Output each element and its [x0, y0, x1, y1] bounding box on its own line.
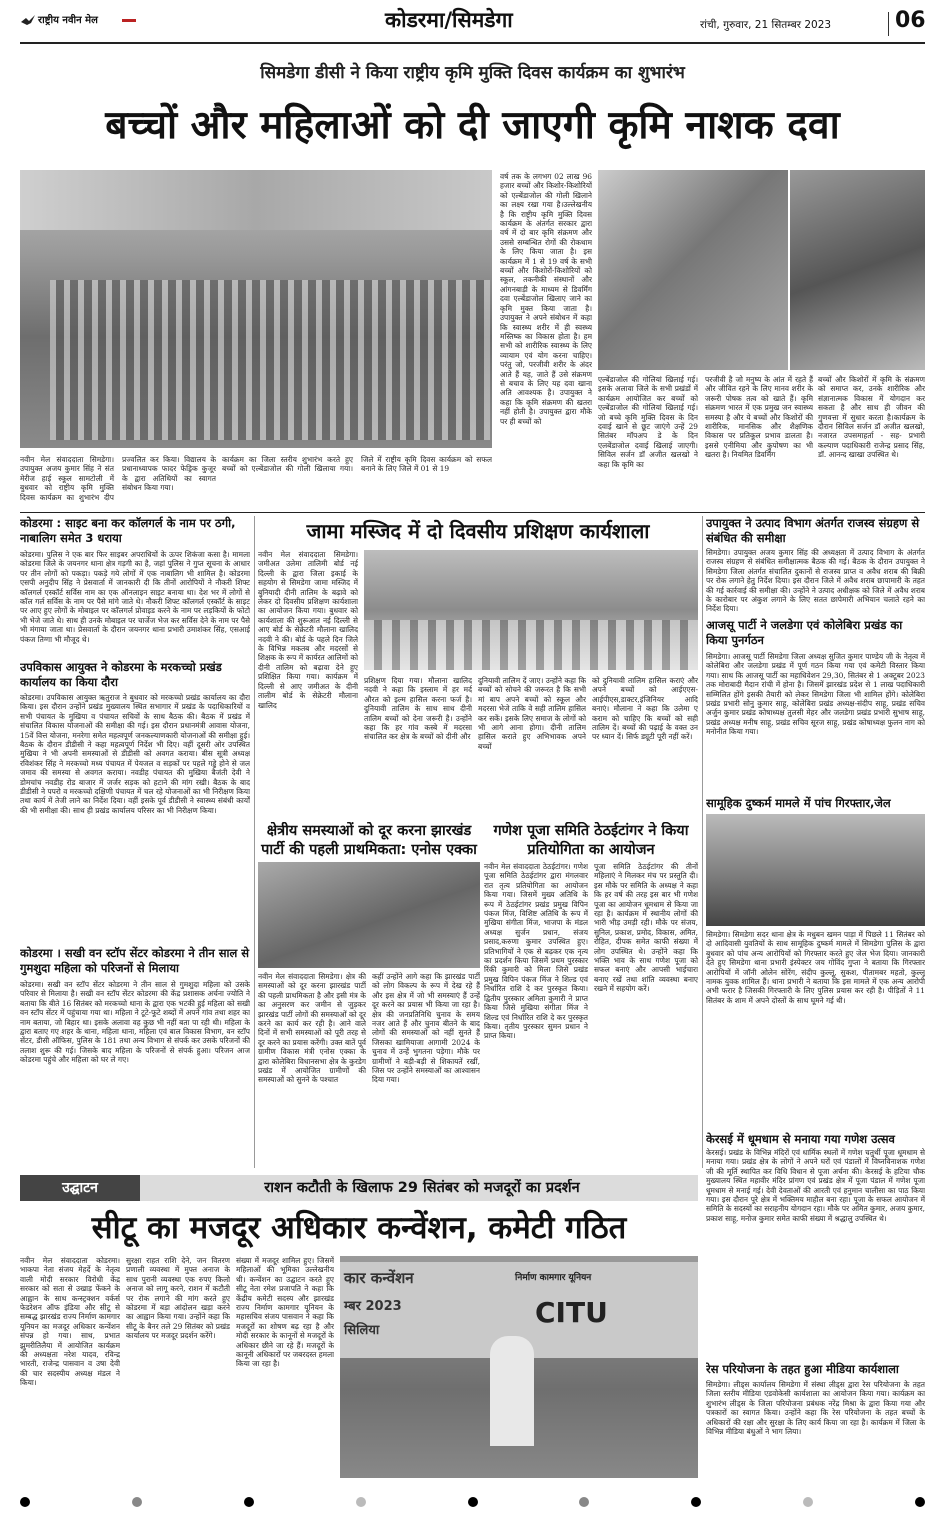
- lead-col2-text: कार्यक्रम का जिला स्तरीय शुभारंभ करते हुए बच्चों को एल्बेंडाजोल की गोली खिलाया गया। जिले में राष्ट्रीय कृमि दिवस कार्यक्रम को सफल बनाने के लिए जिले में 01 से 19: [222, 455, 492, 474]
- jkp-headline: क्षेत्रीय समस्याओं को दूर करना झारखंड पार्टी की पहली प्राथमिकता: एनोस एक्का: [261, 823, 477, 858]
- reg-dot: [20, 1497, 30, 1507]
- lead-col4: एल्बेंडाजोल की गोलियां खिलाई गई।इसके अलावा जिले के सभी प्रखंडों में कार्यक्रम आयोजित कर बच्चों को एल्बेंडाजोल की गोलियां खिलाई गई। जो बच्चे कृमि मुक्ति दिवस के दिन दवाई खाने से छूट जाएंगे उन्हें 29 सितंबर मॉपअप डे के दिन एलबेंडाजोल दवाई खिलाई जाएगी।सिविल सर्जन डॉ अजीत खलखो ने कहा कि कृमि का: [598, 375, 698, 469]
- rajasv-body: सिमडेगा। उपायुक्त अजय कुमार सिंह की अध्यक्षता में उत्पाद विभाग के अंतर्गत राजस्व संग्रहण से संबंधित समीक्षात्मक बैठक की गई। बैठक के दौरान उपायुक्त ने सिमडेगा जिला अंतर्गत संचालित दुकानों से राजस्व प्राप्त व अवैध शराब की बिक्री पर रोक लगाने हेतु निर्देश दिया। इस दौरान जिले में अवैध शराब छापामारी के तहत की गई कार्रवाई की समीक्षा की। उन्होंने ने उत्पाद अधीक्षक को जिले में अवैध शराब के कारोबार पर अंकुश लगाने के लिए सतत छापेमारी अभियान चलाते रहने का निर्देश दिया।: [706, 548, 925, 614]
- citu-banner-text-5: सिलिया: [344, 1323, 380, 1338]
- rajasv-headline: उपायुक्त ने उत्पाद विभाग अंतर्गत राजस्व संग्रहण से संबंधित की समीक्षा: [706, 516, 920, 545]
- reg-dot: [244, 1497, 254, 1507]
- aajsu-headline: आजसू पार्टी ने जलडेगा एवं कोलेबिरा प्रखंड का किया पुनर्गठन: [706, 618, 903, 647]
- citu-banner-text-3: CITU: [535, 1296, 608, 1329]
- lead-col2: [222, 455, 492, 507]
- bottom-col3: संख्या में मजदूर शामिल हुए। जिसमें महिलाओं की भूमिका उल्लेखनीय थी। कन्वेंशन का उद्घाटन करते हुए सीटू नेता रमेश प्रजापति ने कहा कि केंद्रीय कमेटी सदस्य और झारखंड राज्य निर्माण कामगार यूनियन के महासचिव संजय पासवान ने कहा कि मजदूरों का शोषण बढ़ रहा है और मोदी सरकार के कानूनों से मजदूरों के अधिकार छीने जा रहे हैं। मजदूरों के कानूनी अधिकारों पर जबरदस्त हमला किया जा रहा है।: [236, 1256, 334, 1369]
- saibar-body: कोडरमा। पुलिस ने एक बार फिर साइबर अपराधियों के ऊपर शिकंजा कसा है। मामला कोडरमा जिले के जयनगर थाना क्षेत्र गड़गी का है, जहां पुलिस ने गुप्त सूचना के आधार पर तीन लोगों को पकड़ा। पकड़े गये लोगों में एक नाबालिग भी शामिल है। कोडरमा एसपी अनुदीप सिंह ने प्रेसवार्ता में जानकारी दी कि तीनों आरोपियों ने नौकरी शिफ्ट कॉलगर्ल एस्कॉर्ट सर्विस नाम का एक ऑनलाइन साइट बनाया था। देश भर में लोगों से कॉल गर्ल सर्विस के नाम पर पैसे मांगे जाते थे। नौकरी शिफ्ट कॉलगर्ल एस्कॉर्ट के साइट पर आए हुए लोगों के मोबाइल पर कॉलगर्ल प्रोवाइड करने के नाम पर लड़कियों के फोटो भी भेजे जाते थे। साथ ही उनके मोबाइल पर चार्जेज भेज कर सर्विस देने के नाम पर पैसे भी मंगाया जाता था। प्रेसवार्ता के दौरान जयनगर थाना प्रभारी उमाशंकर सिंह, एसआई पंकज तिग्गा भी मौजूद थे।: [20, 550, 250, 644]
- citu-banner-text-1: कार कन्वेंशन: [344, 1269, 414, 1287]
- lead-col6: बच्चों और किशोरों में कृमि के संक्रमण को समाप्त कर, उनके शारीरिक और संज्ञानात्मक विकास में योगदान कर सकता है और साथ ही जीवन की गुणवत्ता में सुधार करता है।कार्यक्रम के दौरान सिविल सर्जन डॉ अजीत खलखो, नजारत उपसमाहर्ता - सह- प्रभारी कल्याण पदाधिकारी राजेन्द्र प्रसाद सिंह, डॉ. आनन्द खाखा उपस्थित थे।: [818, 375, 925, 460]
- citu-banner-text-4: म्बर 2023: [344, 1299, 402, 1314]
- bottom-tag: [20, 1175, 140, 1201]
- dateline: रांची, गुरुवार, 21 सितम्बर 2023: [700, 19, 832, 31]
- upvikas-headline: उपविकास आयुक्त ने कोडरमा के मरकच्चो प्रखंड कार्यालय का किया दौरा: [20, 660, 222, 689]
- jama-col1: नवीन मेल संवाददाता सिमडेगा। जमीअत उलेमा तालिमी बोर्ड नई दिल्ली के द्वारा जिला इकाई के सहयोग से सिमडेगा जामा मस्जिद में बुनियादी दीनी तालिम के बढ़ावे को लेकर दो दिवसीय प्रशिक्षण कार्यशाला का आयोजन किया गया। बुधवार को कार्यशाला की शुरूआत नई दिल्ली से आए बोर्ड के सेक्रेटरी मौलाना खालिद नदवी ने की। बोर्ड के पहले दिन जिले के विभिन्न मकतब और मदरसों से शिक्षक के रूप में कार्यरत आलिमों को दीनी तालिम को बढ़ावा देने हुए प्रशिक्षित किया गया। कार्यक्रम में दिल्ली से आए जमीअत के दीनी तालीम बोर्ड के सेक्रेटरी मौलाना खालिद: [258, 550, 358, 710]
- registration-bar: [20, 1496, 925, 1508]
- masthead-rule: [20, 42, 925, 44]
- reg-dot: [803, 1497, 813, 1507]
- aajsu-body: सिमडेगा। आजसू पार्टी सिमडेगा जिला अध्यक्ष सुजित कुमार पाण्डेय जी के नेतृत्व में कोलेबिरा और जलडेगा प्रखंड में पूर्ण गठन किया गया एवं कमेटी विस्तार किया गया। साथ कि आजसू पार्टी का महाधिवेशन 29,30, सितंबर से 1 अक्टूबर 2023 तक मोराबादी मैदान रांची में होना है। जिसमें झारखंड प्रदेश से 1 लाख पदाधिकारी सम्मिलित होंगे इसकी तैयारी को लेकर सिमडेगा जिला भी शामिल होंगे। कोलेबिरा प्रखंड प्रभारी सोनु कुमार साहू, कोलेबिरा प्रखंड अध्यक्ष-संदीप साहू, प्रखंड सचिव अर्जुन कुमार प्रखंड कोषाध्यक्ष तुलसी मेहर और जलडेगा प्रखंड प्रभारी सुभाष साहू, प्रखंड अध्यक्ष मनीष साहू, प्रखंड सचिव सूरज साहू, प्रखंड कोषाध्यक्ष फुलन नाग को मनोनीत किया गया।: [706, 652, 925, 737]
- lead-col3: वर्ष तक के लगभग 02 लाख 96 हजार बच्चों और किशोर-किशोरियों को एल्बेंडाजोल की गोली खिलाने का लक्ष्य रखा गया है।उल्लेखनीय है कि राष्ट्रीय कृमि मुक्ति दिवस कार्यक्रम के अंतर्गत सरकार द्वारा वर्ष में दो बार कृमि संक्रमण और उससे सम्बन्धित रोगों की रोकथाम के लिए किया जाता है। इस कार्यक्रम में 1 से 19 वर्ष के सभी बच्चों और किशोरों-किशोरियों को स्कूल, तकनीकी संस्थानों और आंगनबाड़ी के माध्यम से डिवर्मिंग दवा एल्बेंडाजोल खिलाए जाने का कृमि मुक्त किया जाता है। उपायुक्त ने अपने संबोधन में कहा कि स्वास्थ्य शरीर में ही स्वस्थ्य मस्तिष्क का विकास होता है। हम सभी को शारीरिक स्वास्थ्य के लिए व्यायाम एवं योग करना चाहिए। परंतु जो, परजीवी शरीर के अंदर आते हैं यह, जाते हैं उसे संक्रमण से बचाव के लिए यह दवा खाना अति आवश्यक है। उपायुक्त ने कहा कि कृमि संक्रमण की खतरा नहीं होती है। उपायुक्त द्वारा मौके पर ही बच्चों को: [500, 172, 592, 426]
- citu-photo: [340, 1256, 698, 1478]
- kerasai-headline: केरसई में धूमधाम से मनाया गया गणेश उत्सव: [706, 1132, 895, 1146]
- jkp-col2: कहीं उन्होंने आगे कहा कि झारखंड पार्टी को लोग विकल्प के रूप में देख रहे हैं और इस क्षेत्र में जो भी समस्याएं हैं उन्हें दूर करने का प्रयास भी किया जा रहा है। क्षेत्र की जनप्रतिनिधि चुनाव के समय नजर आते हैं और चुनाव बीतने के बाद लोगों की समस्याओं को नहीं सुनते हैं जिसका खामियाजा आगामी 2024 के चुनाव में उन्हें भुगतना पड़ेगा। मौके पर ग्रामीणों ने बड़ी-बड़ी से शिकायतें रखीं, जिस पर उन्होंने समस्याओं का आश्वासन दिया गया।: [372, 972, 480, 1085]
- lead-photo-girl: [598, 170, 788, 370]
- kerasai-body: केरसई। प्रखंड के विभिन्न मंदिरों एवं धार्मिक स्थलों में गणेश चतुर्थी पूजा धूमधाम से मनाया गया। प्रखंड क्षेत्र के लोगों ने अपने घरों एवं पंडालों में विघ्नविनाशक गणेश जी की मूर्ति स्थापित कर विधि विधान से पूजा अर्चना की। केरसई के हटिया चौक मुख्यालय स्थित महावीर मंदिर प्रांगण एवं प्रखंड क्षेत्र में पूजा पंडाल में गणेश पूजा धूमधाम से मनाई गई। देवी देवताओं की आरती एवं हनुमान चालीसा का पाठ किया गया। इस दौरान पूरे क्षेत्र में भक्तिमय माहौल बना रहा। पूजा के सफल आयोजन में समिति के सदस्यों का सराहनीय योगदान रहा। मौके पर अमित कुमार, अजय कुमार, प्रकाश साहू, मनोज कुमार समेत काफी संख्या में श्रद्धालु उपस्थित थे।: [706, 1148, 925, 1223]
- lead-photo-students: [20, 170, 492, 448]
- reg-dot: [468, 1497, 478, 1507]
- sakhi-headline: कोडरमा । सखी वन स्टॉप सेंटर कोडरमा ने तीन साल से गुमशुदा महिला को परिजनों से मिलाया: [20, 946, 250, 975]
- saibar-headline: कोडरमा : साइट बना कर कॉलगर्ल के नाम पर ठगी, नाबालिग समेत 3 धराया: [20, 516, 236, 545]
- speaker-figure: [490, 1336, 534, 1446]
- bottom-headline: सीटू का मजदूर अधिकार कन्वेंशन, कमेटी गठित: [91, 1210, 627, 1246]
- ganesh-col2: पूजा समिति ठेठईटांगर की तीनों महिलाएं ने मिलकर मंच पर प्रस्तुति दी। इस मौके पर समिति के अध्यक्ष ने कहा कि हर वर्ष की तरह इस बार भी गणेश पूजा का आयोजन धूमधाम से किया जा रहा है। कार्यक्रम में स्थानीय लोगों की भारी भीड़ उमड़ी रही। मौके पर संजय, सुनिल, प्रकाश, प्रमोद, विकास, अमित, रोहित, दीपक समेत काफी संख्या में लोग उपस्थित थे। उन्होंने कहा कि भक्ति भाव के साथ गणेश पूजा को सफल बनाएं और आपसी भाईचारा बनाए रखें तथा शांति व्यवस्था बनाए रखने में सहयोग करें।: [594, 862, 698, 994]
- logo: राष्ट्रीय नवीन मेल: [38, 15, 98, 26]
- jkp-photo: [258, 862, 480, 968]
- media-body: सिमडेगा। लीड्स कार्यालय सिमडेगा में संस्था लीड्स द्वारा रेस परियोजना के तहत जिला स्तरीय मीडिया एडवोकेसी कार्यशाला का आयोजन किया गया। कार्यक्रम का शुभारंभ लीड्स के जिला परियोजना प्रबंधक नरेंद्र मिश्रा के द्वारा किया गया और पत्रकारों का स्वागत किया। उन्होंने कहा कि रेस परियोजना के तहत बच्चों के अधिकारों की रक्षा और सुरक्षा के लिए कार्य किया जा रहा है। कार्यक्रम में जिला के विभिन्न मीडिया बंधुओं ने भाग लिया।: [706, 1380, 925, 1437]
- bottom-tag-text: उद्घाटन: [62, 1180, 98, 1196]
- reg-dot: [356, 1497, 366, 1507]
- lead-photo-officials: [790, 170, 925, 370]
- upvikas-body: कोडरमा। उपविकास आयुक्त ऋतुराज ने बुधवार को मरकच्चो प्रखंड कार्यालय का दौरा किया। इस दौरान उन्होंने प्रखंड मुख्यालय स्थित सभागार में प्रखंड के पदाधिकारियों व सभी पंचायत के मुखिया व पंचायत सचिवों के साथ बैठक की। बैठक में प्रखंड में संचालित विकास योजनाओं की समीक्षा की गई। इस दौरान प्रधानमंत्री आवास योजना, 15वें वित्त योजना, मनरेगा समेत महत्वपूर्ण जनकल्याणकारी योजनाओं की समीक्षा हुई। बैठक के दौरान डीडीसी ने कहा महत्वपूर्ण निर्देश भी दिए। वहीं दूसरी ओर उपस्थित मुखिया ने भी अपनी समस्याओं से डीडीसी को अवगत कराया। बीस सूत्री अध्यक्ष रविशंकर सिंह ने मरकच्चो मध्य पंचायत में पेयजल व सड़कों पर पहले गड्ढे होने से जल जमाव की समस्या से अवगत कराया। नवडीह पंचायत की मुखिया बैजंती देवी ने डोमचांच नवडीह रोड बाजार में जर्जर सड़क को हटाने की मांग रखी। बैठक के बाद डीडीसी ने पपरो व मरकच्चो दक्षिणी पंचायत में चल रहे योजनाओं का भी निरीक्षण किया तथा कार्य में तेजी लाने का निर्देश दिया। वहीं इसके पूर्व डीडीसी ने स्वास्थ्य संबंधी कार्यों की भी समीक्षा की। साथ ही प्रखंड कार्यालय परिसर का भी निरीक्षण किया।: [20, 693, 250, 815]
- rape-headline: सामूहिक दुष्कर्म मामले में पांच गिरफ्तार,जेल: [706, 796, 891, 810]
- logo-bird-icon: [20, 11, 36, 23]
- lead-col1: नवीन मेल संवाददाता सिमडेगा। उपायुक्त अजय कुमार सिंह ने संत मेरीज हाई स्कूल सामटोली में बुधवार को राष्ट्रीय कृमि मुक्ति दिवस कार्यक्रम का शुभारंभ दीप प्रज्वलित कर किया। विद्यालय के प्रधानाध्यापक फादर फेड्रिक कुजूर के द्वारा अतिथियों का स्वागत संबोधन किया गया।: [20, 455, 216, 502]
- citu-banner-text-2: निर्माण कामगार यूनियन: [515, 1273, 592, 1283]
- pencil-icon: [122, 19, 136, 22]
- jama-photo: [364, 550, 698, 670]
- jama-headline: जामा मस्जिद में दो दिवसीय प्रशिक्षण कार्यशाला: [306, 519, 650, 543]
- ganesh-col1: नवीन मेल संवाददाता ठेठईटांगर। गणेश पूजा समिति ठेठईटांगर द्वारा मंगलवार रात तृत्य प्रतियोगिता का आयोजन किया गया। जिसमें मुख्य अतिथि के रूप में ठेठईटांगर प्रखंड प्रमुख विपिन पंकज मिंज, विशिष्ट अतिथि के रूप में मुखिया संगीता मिंज, भाजपा के मंडल अध्यक्ष सुर्जन प्रधान, संजय प्रसाद,करुणा कुमार उपस्थित हुए। प्रतिभागियों ने एक से बढ़कर एक नृत्य का प्रदर्शन किया जिसमें प्रथम पुरस्कार रिंकी कुमारी को मिला जिसे प्रखंड प्रमुख विपिन पंकज मिंज ने शिल्ड एवं निर्धारित राशि दे कर पुरस्कृत किया। द्वितीय पुरस्कार अमिता कुमारी ने प्राप्त किया जिसे मुखिया संगीता मिंज ने शिल्ड एवं निर्धारित राशि दे कर पुरस्कृत किया। तृतीय पुरस्कार सुमन प्रधान ने प्राप्त किया।: [484, 862, 588, 1041]
- jama-col4: को दुनियावी तालिम हासिल कराएं और अपने बच्चों को आईएएस-आईपीएस,डाक्टर,इंजिनियर आदि बनाएं। मौलाना ने कहा कि उलेमा ए कराम को चाहिए कि बच्चों को सही तालिम दें। बच्चों की पढ़ाई के वक्त उन पर ध्यान दें। सिर्फ ड्यूटी पूरी नहीं करें।: [592, 676, 698, 742]
- rape-photo-accused: [706, 814, 925, 926]
- section-title: कोडरमा/सिमडेगा: [385, 8, 513, 32]
- lead-headline: बच्चों और महिलाओं को दी जाएगी कृमि नाशक दवा: [105, 103, 840, 148]
- masthead: [0, 0, 945, 44]
- reg-dot: [579, 1497, 589, 1507]
- bottom-col2: सुरक्षा राहत राशि देने, जन वितरण प्रणाली व्यवस्था में मुफ्त अनाज के साथ पुरानी व्यवस्था एक रुपए किलो अनाज को लागू करने, राशन में कटौती पर रोक लगाने की मांग करते हुए कोडरमा में बड़ा आंदोलन खड़ा करने का आह्वान किया गया। उन्होंने कहा कि सीटू के बैनर तले 29 सितंबर को प्रखंड कार्यालय पर मजदूर प्रदर्शन करेंगे।: [126, 1256, 230, 1341]
- media-headline: रेस परियोजना के तहत हुआ मीडिया कार्यशाला: [706, 1362, 899, 1376]
- reg-dot: [132, 1497, 142, 1507]
- bottom-col1: नवीन मेल संवाददाता कोडरमा। भाकपा नेता संजय मेहर्दे के नेतृत्व वाली मोदी सरकार विरोधी केंद्र सरकार को सता से उखाड़ फेंकने के आह्वान के साथ कन्स्ट्रक्शन वर्कर्स फेडरेशन ऑफ इंडिया और सीटू से सम्बद्ध झारखंड राज्य निर्माण कामगार यूनियन का मजदूर अधिकार कन्वेंशन संपन्न हो गया। साथ, प्रभात झुमरीतिलैया में आयोजित कार्यक्रम की अध्यक्षता नरेश यादव, रविन्द्र भारती, राजेन्द्र पासवान व उषा देवी की चार सदस्यीय अध्यक्ष मंडल ने किया।: [20, 1256, 120, 1388]
- jkp-col1: नवीन मेल संवाददाता सिमडेगा। क्षेत्र की समस्याओं को दूर करना झारखंड पार्टी की पहली प्राथमिकता है और इसी मंत्र के का अनुसरण कर जमीन से जुड़कर झारखंड पार्टी लोगों की समस्याओं को दूर करने का कार्य कर रही है। आने वाले दिनों में सभी समस्याओं को पूरी तरह से दूर करने का प्रयास करेंगी। उक्त बातें पूर्व ग्रामीण विकास मंत्री एनोस एक्का के द्वारा कोलेबिरा विधानसभा क्षेत्र के कुरडेग प्रखंड में आयोजित ग्रामीणों की समस्याओं को सुनने के पश्चात: [258, 972, 366, 1085]
- jama-col2: प्रशिक्षण दिया गया। मौलाना खालिद नदवी ने कहा कि इस्लाम में हर मर्द औरत को इल्म हासिल करना फर्ज है। दुनियावी तालिम के साथ साथ दीनी तालिम बच्चों को देना जरूरी है। उन्होंने कहा कि हर गांव कस्बे में मदरसा संचालित कर क्षेत्र के बच्चों को दीनी और: [364, 676, 472, 742]
- bottom-strap: राशन कटौती के खिलाफ 29 सितंबर को मजदूरों का प्रदर्शन: [264, 1180, 580, 1196]
- page-number: 06: [895, 8, 926, 33]
- reg-dot: [915, 1497, 925, 1507]
- lead-col5: परजीवी है जो मनुष्य के आंत में रहते हैं और जीवित रहने के लिए मानव शरीर के जरूरी पोषक तत्व को खाते हैं। कृमि संक्रमण भारत में एक प्रमुख जन स्वास्थ्य समस्या है और ये बच्चों और किशोरों की शारीरिक, मानसिक और शैक्षणिक विकास पर प्रतिकूल प्रभाव डालता है। इससे एनीमिया और कुपोषण का भी खतरा है। नियमित डिवर्मिंग: [705, 375, 813, 460]
- jama-col3: दुनियावी तालिम दें जाए। उन्होंने कहा कि बच्चों को सोचने की जरूरत है कि सभी मां बाप अपने बच्चों को स्कूल और मदरसा भेजे ताकि वे सही तालिम हासिल कर सकें। इसके लिए समाज के लोगों को भी आगे आना होगा। दीनी तालिम हासिल कराते हुए अभिभावक अपने बच्चों: [478, 676, 586, 751]
- lead-kicker: सिमडेगा डीसी ने किया राष्ट्रीय कृमि मुक्ति दिवस कार्यक्रम का शुभारंभ: [260, 63, 685, 83]
- sakhi-body: कोडरमा। सखी वन स्टॉप सेंटर कोडरमा ने तीन साल से गुमशुदा महिला को उसके परिवार से मिलाया है। सखी वन स्टॉप सेंटर कोडरमा की केंद्र प्रशासक अर्चना ज्योति ने बताया कि बीते 16 सितंबर को मरकच्चो थाना के द्वारा एक भटकी हुई महिला को सखी वन स्टॉप सेंटर में पहुंचाया गया था। महिला ने टूटे-फूटे शब्दों में अपने गांव तथा शहर का नाम बताया, जो बिहार था। इसके अलावा वह कुछ भी नहीं बता पा रही थी। महिला के द्वारा बताए गए शहर के थाना, महिला थाना, महिला एवं बाल विकास विभाग, वन स्टॉप सेंटर, डीसी ऑफिस, पुलिस के 181 तथा अन्य विभाग से संपर्क कर उसके परिजनों की तलाश शुरू की गई। जिसके बाद महिला के परिजनों से संपर्क हुआ। परिजन आज कोडरमा पहुंचे और महिला को घर ले गए।: [20, 980, 250, 1065]
- reg-dot: [691, 1497, 701, 1507]
- ganesh-headline: गणेश पूजा समिति ठेठईटांगर ने किया प्रतियोगिता का आयोजन: [493, 823, 689, 858]
- rape-body: सिमडेगा। सिमडेगा सदर थाना क्षेत्र के मधुबन खमन पाड़ा में पिछले 11 सितंबर को दो आदिवासी युवतियों के साथ सामूहिक दुष्कर्म मामले में सिमडेगा पुलिस के द्वारा बुधवार को पांच अन्य आरोपियों को गिरफ्तार करते हुए जेल भेज दिया। जानकारी देते हुए सिमडेगा थाना प्रभारी इंस्पेक्टर जय गोविंद गुप्ता ने बताया कि गिरफ्तार आरोपियों में जॉनी ओलेन सोरेंग, संदीप कुल्लू, सुकश, पीतामबर महतो, कुल्लू नामक युवक शामिल हैं। थाना प्रभारी ने बताया कि इस मामले में एक अन्य आरोपी अभी फरार है जिसकी गिरफ्तारी के लिए पुलिस प्रयास कर रही है। पीड़ितों ने 11 सितंबर के शाम में अपने दोस्तों के साथ घूमने गई थी।: [706, 930, 925, 1005]
